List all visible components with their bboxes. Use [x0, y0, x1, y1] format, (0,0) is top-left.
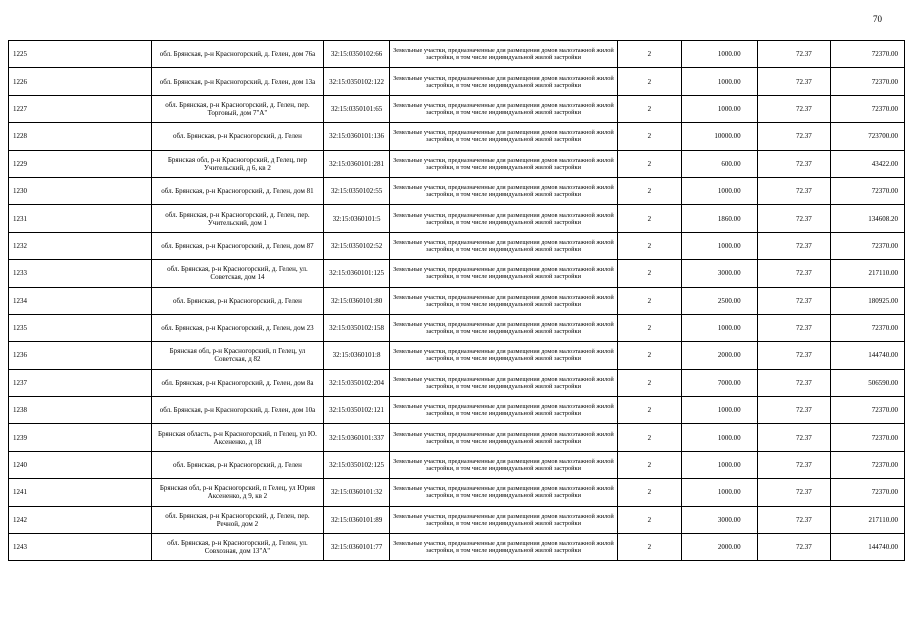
permitted-use-cell: Земельные участки, предназначенные для размещения домов малоэтажной жилой застройки, в том числе индивидуальной жилой застройки [390, 123, 617, 150]
address-cell: обл. Брянская, р-н Красногорский, д. Гелен, дом 10а [152, 397, 323, 424]
address-cell: Брянская обл, р-н Красногорский, д Гелец, пер Учительский, д 6, кв 2 [152, 150, 323, 177]
table-row [9, 123, 905, 150]
table-row [9, 314, 905, 341]
specific-value-cell: 72.37 [757, 287, 830, 314]
cadastral-value-cell: 144740.00 [830, 534, 904, 561]
specific-value-cell: 72.37 [757, 177, 830, 204]
category-cell: 2 [617, 95, 682, 122]
specific-value-cell: 72.37 [757, 479, 830, 506]
permitted-use-cell: Земельные участки, предназначенные для размещения домов малоэтажной жилой застройки, в том числе индивидуальной жилой застройки [390, 260, 617, 287]
address-cell: обл. Брянская, р-н Красногорский, д. Гелен, пер. Торговый, дом 7"А" [152, 95, 323, 122]
cadastral-number-cell: 32:15:0350102:158 [323, 314, 390, 341]
table-row [9, 342, 905, 369]
table-row [9, 260, 905, 287]
table-row [9, 232, 905, 259]
row-number-cell: 1225 [9, 41, 152, 68]
cadastral-number-cell: 32:15:0360101:125 [323, 260, 390, 287]
permitted-use-cell: Земельные участки, предназначенные для размещения домов малоэтажной жилой застройки, в том числе индивидуальной жилой застройки [390, 342, 617, 369]
area-cell: 1000.00 [682, 479, 757, 506]
area-cell: 1000.00 [682, 424, 757, 451]
specific-value-cell: 72.37 [757, 205, 830, 232]
permitted-use-cell: Земельные участки, предназначенные для размещения домов малоэтажной жилой застройки, в том числе индивидуальной жилой застройки [390, 95, 617, 122]
specific-value-cell: 72.37 [757, 95, 830, 122]
category-cell: 2 [617, 150, 682, 177]
cadastral-number-cell: 32:15:0350102:66 [323, 41, 390, 68]
table-row [9, 424, 905, 451]
land-plot-table [8, 40, 905, 561]
cadastral-number-cell: 32:15:0350102:122 [323, 68, 390, 95]
cadastral-number-cell: 32:15:0360101:77 [323, 534, 390, 561]
row-number-cell: 1238 [9, 397, 152, 424]
table-body [9, 41, 905, 561]
cadastral-value-cell: 217110.00 [830, 260, 904, 287]
cadastral-number-cell: 32:15:0350102:52 [323, 232, 390, 259]
permitted-use-cell: Земельные участки, предназначенные для размещения домов малоэтажной жилой застройки, в том числе индивидуальной жилой застройки [390, 287, 617, 314]
address-cell: обл. Брянская, р-н Красногорский, д. Гелен, дом 87 [152, 232, 323, 259]
specific-value-cell: 72.37 [757, 150, 830, 177]
area-cell: 3000.00 [682, 260, 757, 287]
cadastral-value-cell: 134608.20 [830, 205, 904, 232]
cadastral-value-cell: 144740.00 [830, 342, 904, 369]
row-number-cell: 1226 [9, 68, 152, 95]
category-cell: 2 [617, 424, 682, 451]
address-cell: обл. Брянская, р-н Красногорский, д. Гелен, дом 13а [152, 68, 323, 95]
specific-value-cell: 72.37 [757, 260, 830, 287]
category-cell: 2 [617, 397, 682, 424]
row-number-cell: 1227 [9, 95, 152, 122]
address-cell: Брянская обл, р-н Красногорский, п Гелец, ул Юрия Аксененко, д 9, кв 2 [152, 479, 323, 506]
address-cell: обл. Брянская, р-н Красногорский, д. Гелен, дом 8а [152, 369, 323, 396]
address-cell: обл. Брянская, р-н Красногорский, д. Гелен [152, 451, 323, 478]
permitted-use-cell: Земельные участки, предназначенные для размещения домов малоэтажной жилой застройки, в том числе индивидуальной жилой застройки [390, 397, 617, 424]
table-row [9, 534, 905, 561]
cadastral-value-cell: 72370.00 [830, 397, 904, 424]
row-number-cell: 1233 [9, 260, 152, 287]
specific-value-cell: 72.37 [757, 123, 830, 150]
permitted-use-cell: Земельные участки, предназначенные для размещения домов малоэтажной жилой застройки, в том числе индивидуальной жилой застройки [390, 177, 617, 204]
cadastral-value-cell: 72370.00 [830, 177, 904, 204]
cadastral-value-cell: 72370.00 [830, 68, 904, 95]
table-row [9, 479, 905, 506]
table-row [9, 451, 905, 478]
cadastral-value-cell: 72370.00 [830, 41, 904, 68]
table-row [9, 150, 905, 177]
cadastral-number-cell: 32:15:0350102:204 [323, 369, 390, 396]
row-number-cell: 1234 [9, 287, 152, 314]
cadastral-number-cell: 32:15:0360101:337 [323, 424, 390, 451]
category-cell: 2 [617, 123, 682, 150]
specific-value-cell: 72.37 [757, 342, 830, 369]
permitted-use-cell: Земельные участки, предназначенные для размещения домов малоэтажной жилой застройки, в том числе индивидуальной жилой застройки [390, 534, 617, 561]
category-cell: 2 [617, 534, 682, 561]
cadastral-value-cell: 72370.00 [830, 232, 904, 259]
specific-value-cell: 72.37 [757, 232, 830, 259]
specific-value-cell: 72.37 [757, 424, 830, 451]
permitted-use-cell: Земельные участки, предназначенные для размещения домов малоэтажной жилой застройки, в том числе индивидуальной жилой застройки [390, 451, 617, 478]
row-number-cell: 1230 [9, 177, 152, 204]
area-cell: 1000.00 [682, 314, 757, 341]
row-number-cell: 1240 [9, 451, 152, 478]
specific-value-cell: 72.37 [757, 41, 830, 68]
row-number-cell: 1237 [9, 369, 152, 396]
cadastral-value-cell: 72370.00 [830, 314, 904, 341]
table-row [9, 177, 905, 204]
cadastral-value-cell: 217110.00 [830, 506, 904, 533]
area-cell: 1000.00 [682, 95, 757, 122]
area-cell: 2000.00 [682, 342, 757, 369]
address-cell: Брянская область, р-н Красногорский, п Гелец, ул Ю. Аксененко, д 18 [152, 424, 323, 451]
cadastral-number-cell: 32:15:0360101:281 [323, 150, 390, 177]
address-cell: обл. Брянская, р-н Красногорский, д. Гелен, ул. Советская, дом 14 [152, 260, 323, 287]
permitted-use-cell: Земельные участки, предназначенные для размещения домов малоэтажной жилой застройки, в том числе индивидуальной жилой застройки [390, 506, 617, 533]
specific-value-cell: 72.37 [757, 369, 830, 396]
permitted-use-cell: Земельные участки, предназначенные для размещения домов малоэтажной жилой застройки, в том числе индивидуальной жилой застройки [390, 479, 617, 506]
category-cell: 2 [617, 41, 682, 68]
cadastral-number-cell: 32:15:0360101:32 [323, 479, 390, 506]
row-number-cell: 1228 [9, 123, 152, 150]
area-cell: 7000.00 [682, 369, 757, 396]
cadastral-value-cell: 72370.00 [830, 451, 904, 478]
category-cell: 2 [617, 260, 682, 287]
area-cell: 1000.00 [682, 68, 757, 95]
cadastral-number-cell: 32:15:0360101:5 [323, 205, 390, 232]
area-cell: 3000.00 [682, 506, 757, 533]
cadastral-value-cell: 72370.00 [830, 479, 904, 506]
category-cell: 2 [617, 506, 682, 533]
address-cell: обл. Брянская, р-н Красногорский, д. Гелен, дом 23 [152, 314, 323, 341]
cadastral-number-cell: 32:15:0360101:89 [323, 506, 390, 533]
table-row [9, 205, 905, 232]
table-row [9, 369, 905, 396]
row-number-cell: 1231 [9, 205, 152, 232]
permitted-use-cell: Земельные участки, предназначенные для размещения домов малоэтажной жилой застройки, в том числе индивидуальной жилой застройки [390, 68, 617, 95]
cadastral-value-cell: 723700.00 [830, 123, 904, 150]
table-row [9, 41, 905, 68]
row-number-cell: 1243 [9, 534, 152, 561]
cadastral-number-cell: 32:15:0360101:80 [323, 287, 390, 314]
table-row [9, 506, 905, 533]
table-row [9, 95, 905, 122]
address-cell: обл. Брянская, р-н Красногорский, д. Гелен, пер. Учительский, дом 1 [152, 205, 323, 232]
area-cell: 600.00 [682, 150, 757, 177]
row-number-cell: 1241 [9, 479, 152, 506]
address-cell: обл. Брянская, р-н Красногорский, д. Гелен, пер. Речной, дом 2 [152, 506, 323, 533]
area-cell: 1000.00 [682, 451, 757, 478]
area-cell: 1000.00 [682, 177, 757, 204]
cadastral-value-cell: 72370.00 [830, 424, 904, 451]
cadastral-number-cell: 32:15:0360101:136 [323, 123, 390, 150]
specific-value-cell: 72.37 [757, 314, 830, 341]
row-number-cell: 1235 [9, 314, 152, 341]
category-cell: 2 [617, 68, 682, 95]
cadastral-value-cell: 43422.00 [830, 150, 904, 177]
address-cell: обл. Брянская, р-н Красногорский, д. Гелен [152, 287, 323, 314]
category-cell: 2 [617, 369, 682, 396]
cadastral-number-cell: 32:15:0350102:125 [323, 451, 390, 478]
category-cell: 2 [617, 479, 682, 506]
row-number-cell: 1236 [9, 342, 152, 369]
permitted-use-cell: Земельные участки, предназначенные для размещения домов малоэтажной жилой застройки, в том числе индивидуальной жилой застройки [390, 314, 617, 341]
row-number-cell: 1229 [9, 150, 152, 177]
cadastral-value-cell: 180925.00 [830, 287, 904, 314]
address-cell: обл. Брянская, р-н Красногорский, д. Гелен, дом 76а [152, 41, 323, 68]
area-cell: 10000.00 [682, 123, 757, 150]
address-cell: Брянская обл, р-н Красногорский, п Гелец, ул Советская, д 82 [152, 342, 323, 369]
permitted-use-cell: Земельные участки, предназначенные для размещения домов малоэтажной жилой застройки, в том числе индивидуальной жилой застройки [390, 424, 617, 451]
specific-value-cell: 72.37 [757, 506, 830, 533]
category-cell: 2 [617, 451, 682, 478]
cadastral-number-cell: 32:15:0350101:65 [323, 95, 390, 122]
specific-value-cell: 72.37 [757, 68, 830, 95]
row-number-cell: 1242 [9, 506, 152, 533]
address-cell: обл. Брянская, р-н Красногорский, д. Гелен, ул. Совхозная, дом 13"А" [152, 534, 323, 561]
category-cell: 2 [617, 177, 682, 204]
row-number-cell: 1232 [9, 232, 152, 259]
specific-value-cell: 72.37 [757, 451, 830, 478]
permitted-use-cell: Земельные участки, предназначенные для размещения домов малоэтажной жилой застройки, в том числе индивидуальной жилой застройки [390, 232, 617, 259]
table-row [9, 397, 905, 424]
cadastral-value-cell: 506590.00 [830, 369, 904, 396]
area-cell: 1000.00 [682, 232, 757, 259]
cadastral-number-cell: 32:15:0360101:8 [323, 342, 390, 369]
permitted-use-cell: Земельные участки, предназначенные для размещения домов малоэтажной жилой застройки, в том числе индивидуальной жилой застройки [390, 150, 617, 177]
table-row [9, 287, 905, 314]
area-cell: 1860.00 [682, 205, 757, 232]
category-cell: 2 [617, 342, 682, 369]
area-cell: 1000.00 [682, 41, 757, 68]
category-cell: 2 [617, 287, 682, 314]
land-plot-table-container [8, 40, 905, 561]
table-row [9, 68, 905, 95]
area-cell: 2000.00 [682, 534, 757, 561]
cadastral-number-cell: 32:15:0350102:121 [323, 397, 390, 424]
specific-value-cell: 72.37 [757, 534, 830, 561]
cadastral-value-cell: 72370.00 [830, 95, 904, 122]
category-cell: 2 [617, 314, 682, 341]
cadastral-number-cell: 32:15:0350102:55 [323, 177, 390, 204]
permitted-use-cell: Земельные участки, предназначенные для размещения домов малоэтажной жилой застройки, в том числе индивидуальной жилой застройки [390, 369, 617, 396]
permitted-use-cell: Земельные участки, предназначенные для размещения домов малоэтажной жилой застройки, в том числе индивидуальной жилой застройки [390, 41, 617, 68]
area-cell: 1000.00 [682, 397, 757, 424]
specific-value-cell: 72.37 [757, 397, 830, 424]
area-cell: 2500.00 [682, 287, 757, 314]
category-cell: 2 [617, 205, 682, 232]
row-number-cell: 1239 [9, 424, 152, 451]
page-number: 70 [873, 14, 882, 24]
permitted-use-cell: Земельные участки, предназначенные для размещения домов малоэтажной жилой застройки, в том числе индивидуальной жилой застройки [390, 205, 617, 232]
address-cell: обл. Брянская, р-н Красногорский, д. Гелен, дом 81 [152, 177, 323, 204]
category-cell: 2 [617, 232, 682, 259]
address-cell: обл. Брянская, р-н Красногорский, д. Гелен [152, 123, 323, 150]
